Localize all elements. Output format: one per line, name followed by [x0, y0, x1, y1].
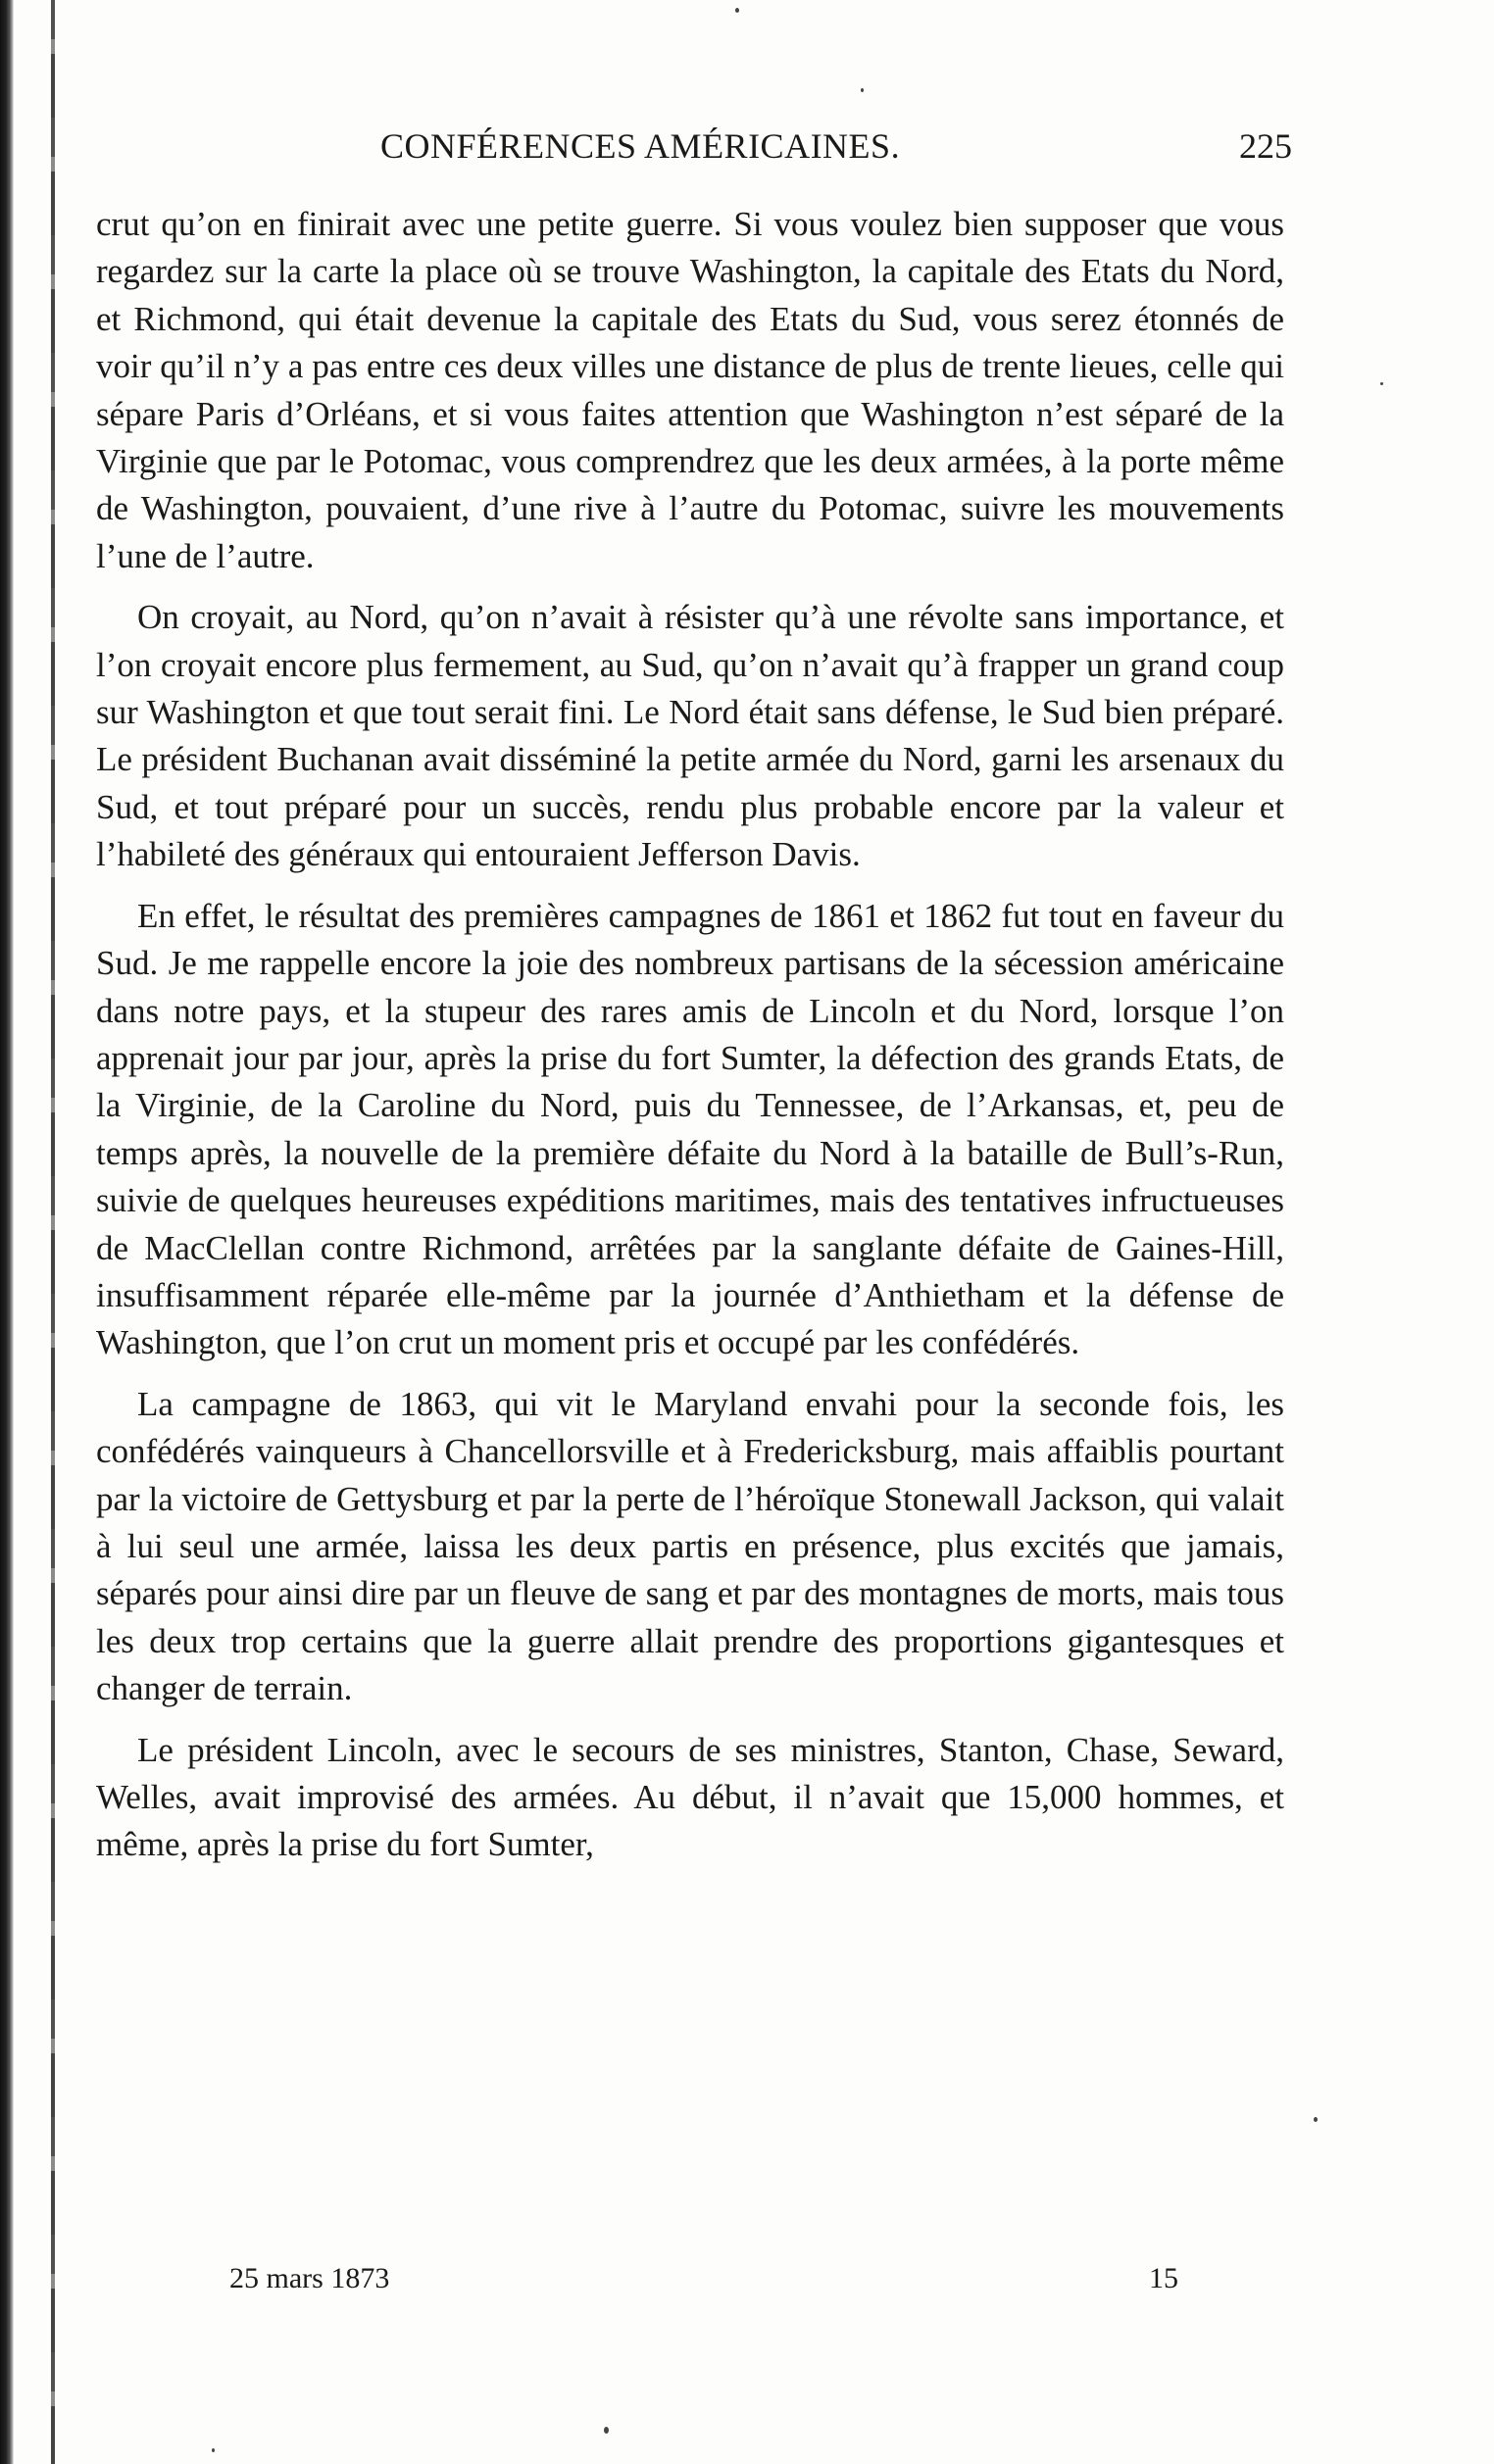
paragraph-2: On croyait, au Nord, qu’on n’avait à résister qu’à une révolte sans importance, et l’on croyait encore plus fermement, au Sud, qu’on n’avait qu’à frapper un grand coup sur Washington et que tout serait fini. Le Nord était sans défense, le Sud bien préparé. Le président Buchanan avait disséminé la petite armée du Nord, garni les arsenaux du Sud, et tout préparé pour un succès, rendu plus probable encore par la valeur et l’habileté des généraux qui entouraient Jefferson Davis. — [96, 598, 1284, 874]
paragraph-4: La campagne de 1863, qui vit le Maryland envahi pour la seconde fois, les confédérés vainqueurs à Chancellorsville et à Fredericksburg, mais affaiblis pourtant par la victoire de Gettysburg et par la perte de l’héroïque Stonewall Jackson, qui valait à lui seul une armée, laissa les deux partis en présence, plus excités que jamais, séparés pour ainsi dire par un fleuve de sang et par des montagnes de morts, mais tous les deux trop certains que la guerre allait prendre des proportions gigantesques et changer de terrain. — [96, 1384, 1284, 1708]
scan-speck — [212, 2448, 215, 2452]
folio-mark: 15 — [1149, 2262, 1178, 2294]
paragraph-1: crut qu’on en finirait avec une petite guerre. Si vous voulez bien supposer que vous regardez sur la carte la place où se trouve Washington, la capitale des Etats du Nord, et Richmond, qui était devenue la capitale des Etats du Sud, vous serez étonnés de voir qu’il n’y a pas entre ces deux villes une distance de plus de trente lieues, celle qui sépare Paris d’Orléans, et si vous faites attention que Washington n’est séparé de la Virginie que par le Potomac, vous comprendrez que les deux armées, à la porte même de Washington, pouvaient, d’une rive à l’autre du Potomac, suivre les mouvements l’une de l’autre. — [96, 205, 1284, 575]
scan-speck — [735, 8, 739, 13]
page-number: 225 — [1239, 126, 1292, 166]
scan-speck — [604, 2427, 609, 2434]
page-header — [380, 125, 1292, 184]
page-binding-edge — [0, 0, 14, 2464]
signature-date: 25 mars 1873 — [229, 2262, 390, 2294]
paragraph-3: En effet, le résultat des premières campagnes de 1861 et 1862 fut tout en faveur du Sud. Je me rappelle encore la joie des nombreux partisans de la sécession américaine dans notre pays, et la stupeur des rares amis de Lincoln et du Nord, lorsque l’on apprenait jour par jour, après la prise du fort Sumter, la défection des grands Etats, de la Virginie, de la Caroline du Nord, puis du Tennessee, de l’Arkansas, et, peu de temps après, la nouvelle de la première défaite du Nord à la bataille de Bull’s-Run, suivie de quelques heureuses expéditions maritimes, mais des tentatives infructueuses de MacClellan contre Richmond, arrêtées par la sanglante défaite de Gaines-Hill, insuffisamment réparée elle-même par la journée d’Anthietham et la défense de Washington, que l’on crut un moment pris et occupé par les confédérés. — [96, 896, 1284, 1362]
page-footer — [229, 2262, 1210, 2311]
running-title: CONFÉRENCES AMÉRICAINES. — [380, 126, 901, 166]
body-text — [96, 201, 1284, 1869]
paragraph-5: Le président Lincoln, avec le secours de ses ministres, Stanton, Chase, Seward, Welles, avait improvisé des armées. Au début, il n’avait que 15,000 hommes, et même, après la prise du fort Sumter, — [96, 1730, 1284, 1864]
scan-speck — [861, 88, 864, 92]
scan-speck — [1380, 382, 1383, 385]
scan-speck — [1314, 2117, 1318, 2122]
page-margin-line — [51, 0, 55, 2464]
